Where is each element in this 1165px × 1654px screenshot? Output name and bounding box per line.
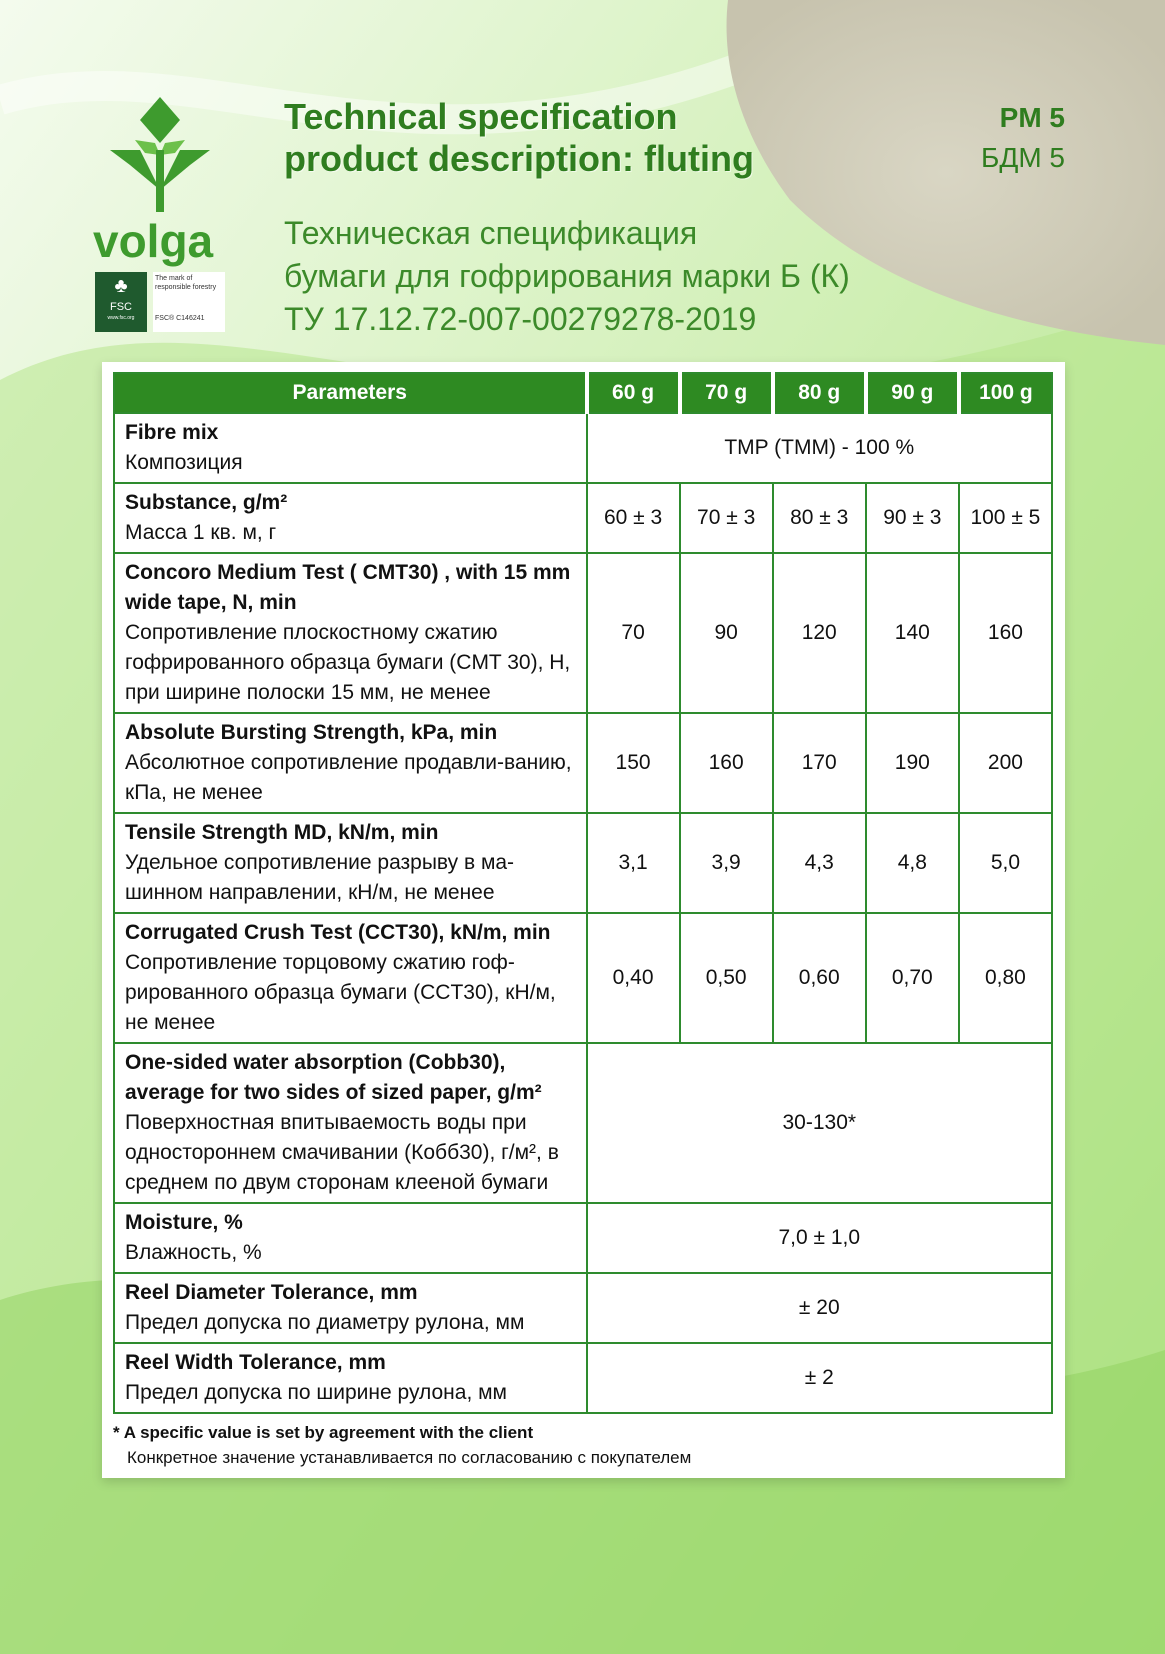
param-cell [114,913,587,1043]
value-cell: 90 ± 3 [866,483,959,553]
footnote [113,1420,691,1470]
brand-name: volga [93,215,214,267]
param-cell [114,553,587,713]
table-row [114,813,1052,913]
fsc-badge [95,272,147,332]
param-ru: Предел допуска по ширине рулона, мм [125,1381,507,1404]
param-cell [114,1203,587,1273]
header-90g: 90 g [866,373,959,413]
footnote-ru: Конкретное значение устанавливается по согласованию с покупателем [127,1448,692,1467]
param-en: Substance, g/m² [125,491,288,514]
param-en: Moisture, % [125,1211,243,1234]
param-en: Concoro Medium Test ( CMT30) , with 15 mm wide tape, N, min [125,561,571,614]
value-merged: ± 20 [587,1273,1052,1343]
value-cell: 190 [866,713,959,813]
param-en: Reel Diameter Tolerance, mm [125,1281,418,1304]
header-parameters: Parameters [114,373,587,413]
title-russian [284,212,850,341]
param-ru: Абсолютное сопротивление продавли-ванию, кПа, не менее [125,751,572,804]
title-english [284,96,754,180]
param-en: Corrugated Crush Test (CCT30), kN/m, min [125,921,551,944]
fsc-url: www.fsc.org [107,315,135,321]
table-row [114,1273,1052,1343]
value-cell: 150 [587,713,680,813]
title-ru-line1: Техническая спецификация [284,215,698,251]
param-cell [114,713,587,813]
fsc-mark-text [153,272,225,332]
title-en-line1: Technical specification [284,96,678,137]
table-row [114,553,1052,713]
value-cell: 0,50 [680,913,773,1043]
value-cell: 3,9 [680,813,773,913]
table-row [114,713,1052,813]
value-cell: 4,8 [866,813,959,913]
param-ru: Композиция [125,451,243,474]
value-cell: 5,0 [959,813,1052,913]
param-cell [114,1043,587,1203]
fsc-code: FSC® C146241 [155,315,205,322]
title-ru-line2: бумаги для гофрирования марки Б (К) [284,258,850,294]
value-merged: ± 2 [587,1343,1052,1413]
param-ru: Удельное сопротивление разрыву в ма-шинном направлении, кН/м, не менее [125,851,515,904]
param-ru: Предел допуска по диаметру рулона, мм [125,1311,525,1334]
value-cell: 70 [587,553,680,713]
value-cell: 160 [680,713,773,813]
param-cell [114,813,587,913]
header-100g: 100 g [959,373,1052,413]
table-row [114,1203,1052,1273]
value-merged: 7,0 ± 1,0 [587,1203,1052,1273]
value-cell: 4,3 [773,813,866,913]
fsc-label: FSC [110,301,132,313]
title-ru-line3: ТУ 17.12.72-007-00279278-2019 [284,301,757,337]
value-cell: 120 [773,553,866,713]
volga-logo [95,95,245,345]
value-cell: 0,60 [773,913,866,1043]
title-en-line2: product description: fluting [284,138,754,179]
table-header-row [114,373,1052,413]
machine-label [981,98,1065,178]
param-en: Fibre mix [125,421,219,444]
fsc-tree-icon: ♣ [114,275,128,297]
value-cell: 0,70 [866,913,959,1043]
param-ru: Влажность, % [125,1241,262,1264]
spec-table [113,372,1053,1414]
value-cell: 70 ± 3 [680,483,773,553]
footnote-en: * A specific value is set by agreement with the client [113,1423,534,1442]
value-cell: 0,40 [587,913,680,1043]
value-cell: 0,80 [959,913,1052,1043]
param-cell [114,483,587,553]
value-cell: 90 [680,553,773,713]
param-en: Tensile Strength MD, kN/m, min [125,821,439,844]
value-cell: 200 [959,713,1052,813]
table-row [114,1343,1052,1413]
param-cell [114,1343,587,1413]
value-cell: 140 [866,553,959,713]
header-70g: 70 g [680,373,773,413]
tree-logo-icon [95,95,225,215]
pm-ru: БДМ 5 [980,142,1065,173]
fsc-tagline: The mark of responsible forestry [155,275,217,291]
param-en: Absolute Bursting Strength, kPa, min [125,721,498,744]
table-row [114,413,1052,483]
value-cell: 80 ± 3 [773,483,866,553]
value-cell: 170 [773,713,866,813]
header-60g: 60 g [587,373,680,413]
header-80g: 80 g [773,373,866,413]
value-merged: TMP (ТММ) - 100 % [587,413,1052,483]
param-cell [114,1273,587,1343]
table-row [114,483,1052,553]
param-cell [114,413,587,483]
param-ru: Сопротивление торцовому сжатию гоф-рированного образца бумаги (CCT30), кН/м, не менее [125,951,556,1034]
value-cell: 60 ± 3 [587,483,680,553]
param-en: Reel Width Tolerance, mm [125,1351,386,1374]
pm-en: PM 5 [999,102,1065,133]
param-ru: Масса 1 кв. м, г [125,521,277,544]
table-row [114,1043,1052,1203]
value-cell: 3,1 [587,813,680,913]
param-ru: Сопротивление плоскостному сжатию гофрированного образца бумаги (CMT 30), Н, при ширине полоски 15 мм, не менее [125,621,571,704]
param-ru: Поверхностная впитываемость воды при одностороннем смачивании (Кобб30), г/м², в среднем по двум сторонам клееной бумаги [125,1111,559,1194]
value-cell: 160 [959,553,1052,713]
value-cell: 100 ± 5 [959,483,1052,553]
param-en: One-sided water absorption (Cobb30), average for two sides of sized paper, g/m² [125,1051,542,1104]
table-row [114,913,1052,1043]
value-merged: 30-130* [587,1043,1052,1203]
